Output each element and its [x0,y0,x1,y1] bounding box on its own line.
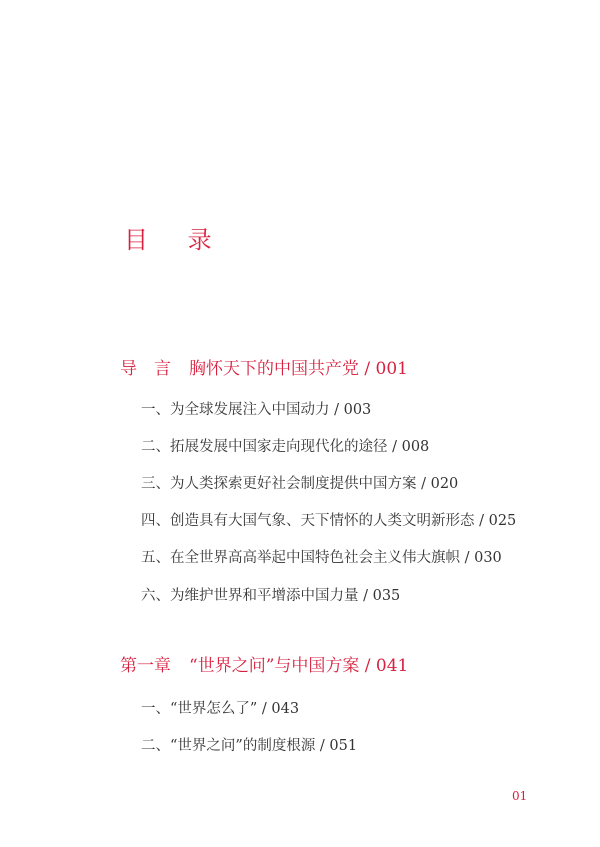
toc-entry[interactable]: 二、“世界之问”的制度根源 / 051 [141,738,358,754]
page-number: 01 [512,789,528,803]
toc-entry[interactable]: 一、为全球发展注入中国动力 / 003 [141,402,372,418]
section-heading-chapter-1[interactable] [120,654,408,678]
toc-entry[interactable]: 二、拓展发展中国家走向现代化的途径 / 008 [141,439,430,455]
toc-entry[interactable]: 六、为维护世界和平增添中国力量 / 035 [141,588,401,604]
section-label: 导 言 [120,359,171,379]
section-title: 胸怀天下的中国共产党 / 001 [189,359,408,379]
toc-entry[interactable]: 三、为人类探索更好社会制度提供中国方案 / 020 [141,476,459,492]
toc-entry[interactable]: 四、创造具有大国气象、天下情怀的人类文明新形态 / 025 [141,513,517,529]
section-label: 第一章 [120,656,171,676]
toc-title: 目 录 [124,226,228,254]
section-heading-introduction[interactable] [120,357,408,381]
toc-entry[interactable]: 五、在全世界高高举起中国特色社会主义伟大旗帜 / 030 [141,550,502,566]
section-title: “世界之问”与中国方案 / 041 [189,656,409,676]
toc-entry[interactable]: 一、“世界怎么了” / 043 [141,701,300,717]
